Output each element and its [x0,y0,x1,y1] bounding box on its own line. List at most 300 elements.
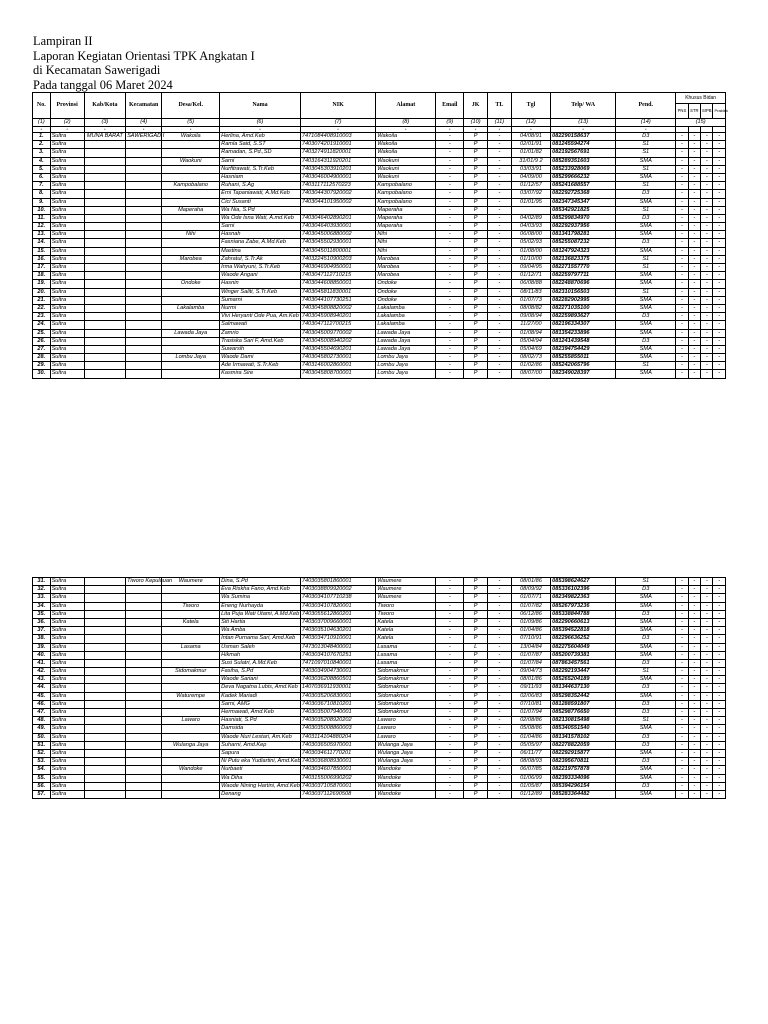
column-number-row: (1) (2) (3) (4) (5) (6) (7) (8) (9) (10) (11) (12) (13) (14) (15) [33,119,726,127]
cell-jk: P [464,659,488,667]
cell-prov: Sultra [50,643,84,651]
cell-khusus: - [676,782,688,790]
cell-prov: Sultra [50,182,84,190]
cell-pend: SMA [616,651,676,659]
cell-nama: Dina, S.Pd [220,578,301,586]
table-row [33,239,726,247]
cell-email: - [436,206,464,214]
cell-kab [84,345,125,353]
cell-nama: Sarni, AMG [220,700,301,708]
table-row [33,709,726,717]
cell-pend: D3 [616,659,676,667]
cell-khusus: - [713,782,726,790]
cell-telp: 085289351603 [551,157,616,165]
cell-pend: SMA [616,280,676,288]
cell-nik: 7403045009770002 [300,329,376,337]
cell-prov: Sultra [50,782,84,790]
cell-khusus: - [688,165,700,173]
cell-khusus: - [688,304,700,312]
col-alamat: Alamat [376,93,436,119]
cell-telp: 082296636252 [551,635,616,643]
table-row [33,272,726,280]
cell-khusus: - [713,206,726,214]
cell-khusus: - [701,709,713,717]
cell-khusus: - [688,288,700,296]
cell-nik: 7403045006880002 [300,231,376,239]
cell-tl: - [488,133,512,141]
cell-kec [126,313,162,321]
cell-nik: 7403036808930001 [300,758,376,766]
cell-email: - [436,296,464,304]
cell-desa: Lawaro [162,717,220,725]
cell-prov: Sultra [50,247,84,255]
cell-prov: Sultra [50,725,84,733]
cell-khusus: - [701,304,713,312]
cell-pend: D3 [616,684,676,692]
table-row [33,337,726,345]
cell-tgl: 01/12/71 [511,272,550,280]
document-header [33,34,255,92]
cell-kab [84,264,125,272]
cell-khusus: - [688,635,700,643]
cell-kab [84,255,125,263]
cell-tgl: 01/04/86 [511,733,550,741]
cell-khusus: - [676,668,688,676]
cell-khusus: - [701,700,713,708]
cell-no: 14. [33,239,51,247]
cell-email: - [436,741,464,749]
cell-prov: Sultra [50,602,84,610]
cell-nama: Siti Hartia [220,618,301,626]
cell-email: - [436,280,464,288]
table-row [33,280,726,288]
cell-no: 27. [33,345,51,353]
cell-tl: - [488,354,512,362]
cell-no: 47. [33,709,51,717]
cell-kec [126,668,162,676]
cell-desa [162,264,220,272]
cell-khusus: - [676,280,688,288]
cell-kab [84,651,125,659]
cell-alamat: Waokuni [376,157,436,165]
cell-pend: D3 [616,709,676,717]
cell-kec [126,618,162,626]
cell-alamat: Tiworo [376,610,436,618]
cell-email: - [436,247,464,255]
cell-tgl: 05/04/94 [511,337,550,345]
cell-telp: 085283364482 [551,790,616,798]
cell-khusus: - [713,643,726,651]
cell-tgl: 01/07/71 [511,594,550,602]
cell-alamat: Waokuni [376,173,436,181]
cell-khusus: - [676,247,688,255]
cell-jk: P [464,741,488,749]
cell-kec [126,149,162,157]
cell-desa [162,700,220,708]
cell-email: - [436,321,464,329]
cell-prov: Sultra [50,173,84,181]
cell-prov: Sultra [50,700,84,708]
cell-khusus: - [713,173,726,181]
cell-tl: - [488,692,512,700]
cell-jk: P [464,247,488,255]
cell-khusus: - [676,700,688,708]
cell-khusus: - [688,313,700,321]
cell-jk: P [464,231,488,239]
cell-nik: 7403045303910201 [300,165,376,173]
cell-khusus: - [676,182,688,190]
cell-tl: - [488,165,512,173]
cell-khusus: - [676,643,688,651]
cell-jk: P [464,692,488,700]
cell-tgl: 02/06/83 [511,692,550,700]
cell-nik: 7471084408910003 [300,133,376,141]
cell-no: 57. [33,790,51,798]
cell-alamat: Sidomakmur [376,692,436,700]
cell-jk: P [464,733,488,741]
cell-telp: 082271557770 [551,264,616,272]
cell-khusus: - [676,239,688,247]
cell-prov: Sultra [50,758,84,766]
cell-tl: - [488,610,512,618]
cell-prov: Sultra [50,774,84,782]
cell-khusus: - [701,329,713,337]
cell-email: - [436,782,464,790]
cell-tl: - [488,313,512,321]
cell-khusus: - [701,733,713,741]
cell-prov: Sultra [50,223,84,231]
cell-khusus: - [688,173,700,181]
cell-nik: 7403035104630201 [300,627,376,635]
cell-alamat: Lasama [376,659,436,667]
cell-jk: P [464,141,488,149]
cell-khusus: - [701,239,713,247]
cell-khusus: - [701,247,713,255]
cell-kec [126,700,162,708]
cell-tl: - [488,255,512,263]
cell-kec [126,370,162,378]
cell-kab [84,354,125,362]
cell-desa [162,659,220,667]
cell-desa [162,223,220,231]
cell-desa [162,627,220,635]
cell-email: - [436,709,464,717]
cell-telp: 082393334096 [551,774,616,782]
cell-khusus: - [701,157,713,165]
cell-alamat: Marobea [376,272,436,280]
table-row [33,321,726,329]
cell-khusus: - [701,272,713,280]
cell-khusus: - [676,651,688,659]
cell-alamat: Kampobalano [376,182,436,190]
cell-telp: 081245594274 [551,141,616,149]
cell-kec [126,345,162,353]
cell-khusus: - [713,741,726,749]
cell-prov: Sultra [50,321,84,329]
cell-telp: 085342921825 [551,206,616,214]
cell-nik: 7403045811830001 [300,288,376,296]
cell-nik: 7403035007940001 [300,709,376,717]
cell-khusus: - [688,321,700,329]
cell-khusus: - [688,643,700,651]
cell-email: - [436,182,464,190]
page-2-rows [33,578,726,799]
cell-nama: Kadek Mariadi [220,692,301,700]
cell-desa [162,214,220,222]
cell-email: - [436,578,464,586]
cell-nik: 7403034710910001 [300,635,376,643]
cell-alamat: Wandoke [376,790,436,798]
cell-khusus: - [676,766,688,774]
cell-nama: Ade Irmawati, S.Tr.Keb [220,362,301,370]
cell-tgl: 01/08/00 [511,247,550,255]
cell-khusus: - [713,255,726,263]
cell-pend: SMA [616,231,676,239]
cell-nik: 7403037105870001 [300,782,376,790]
cell-khusus: - [688,602,700,610]
cell-tgl: 09/04/95 [511,264,550,272]
cell-alamat: Maperaha [376,223,436,231]
cell-email: - [436,214,464,222]
col-kab: Kab/Kota [84,93,125,119]
cell-email: - [436,354,464,362]
table-row [33,370,726,378]
cell-tl: - [488,602,512,610]
cell-kab [84,659,125,667]
cell-jk: P [464,190,488,198]
cell-pend: SMA [616,198,676,206]
cell-khusus: - [688,354,700,362]
cell-tgl: 01/08/94 [511,329,550,337]
cell-nik: 7403044107730251 [300,296,376,304]
cell-kec [126,749,162,757]
cell-telp: 085242065796 [551,362,616,370]
cell-nama: Vivi Heryanti Ode Pua, Am.Keb [221,313,299,320]
cell-jk: P [464,594,488,602]
cell-pend: D3 [616,635,676,643]
cell-kec [126,239,162,247]
cell-email: - [436,749,464,757]
cell-tl: - [488,668,512,676]
cell-kab [84,165,125,173]
cell-kec [126,231,162,239]
cell-tl: - [488,725,512,733]
cell-telp: 082136823375 [551,255,616,263]
cell-khusus: - [713,635,726,643]
cell-email: - [436,700,464,708]
cell-pend: SMA [616,296,676,304]
cell-kec [126,206,162,214]
cell-khusus: - [676,733,688,741]
cell-alamat: Nihi [376,231,436,239]
cell-jk: P [464,133,488,141]
cell-khusus: - [713,676,726,684]
cell-email: - [436,337,464,345]
cell-khusus: - [688,255,700,263]
cell-nama: Hasniam [220,173,301,181]
cell-jk: P [464,635,488,643]
cell-nik: 7403034107670251 [300,651,376,659]
cell-alamat: Lawada Jaya [376,345,436,353]
cell-khusus: - [713,668,726,676]
cell-pend: SMA [616,774,676,782]
cell-nama: Cici Susanti [220,198,301,206]
cell-telp: 081341798281 [551,231,616,239]
cell-no: 5. [33,165,51,173]
cell-pend: S1 [616,668,676,676]
cell-prov: Sultra [50,354,84,362]
cell-tl: - [488,749,512,757]
cell-no: 16. [33,255,51,263]
cell-jk: P [464,329,488,337]
cell-khusus: - [701,692,713,700]
cell-khusus: - [713,651,726,659]
cell-nik: 7403045008940202 [300,337,376,345]
cell-tgl: 09/08/94 [511,313,550,321]
cell-kec [126,264,162,272]
table-row [33,618,726,626]
cell-tgl: 08/11/83 [511,288,550,296]
cell-desa [162,586,220,594]
cell-tl: - [488,190,512,198]
cell-kab [84,272,125,280]
cell-email: - [436,610,464,618]
cell-desa [162,321,220,329]
cell-alamat: Nihi [376,247,436,255]
cell-nama: Zamrio [220,329,301,337]
cell-tgl: 06/08/88 [511,280,550,288]
cell-tl: - [488,304,512,312]
cell-nik: 7403036505970001 [300,741,376,749]
cell-nik: 7403044608850001 [300,280,376,288]
cell-tgl: 03/03/91 [511,165,550,173]
col-desa: Desa/Kel. [162,93,220,119]
cell-prov: Sultra [50,741,84,749]
cell-kab [84,296,125,304]
cell-khusus: - [676,272,688,280]
cell-tl: - [488,676,512,684]
cell-prov: Sultra [50,676,84,684]
cell-desa [162,684,220,692]
cell-kab [84,618,125,626]
cell-jk: P [464,223,488,231]
col-tgl: Tgl [511,93,550,119]
cell-alamat: Sidomakmur [376,684,436,692]
report-location: di Kecamatan Sawerigadi [33,63,161,78]
cell-nik: 7403045011800001 [300,247,376,255]
cell-prov: Sultra [50,733,84,741]
cell-jk: P [464,255,488,263]
cell-email: - [436,345,464,353]
cell-nama: Fasiha, S.Pd [220,668,301,676]
cell-khusus: - [701,627,713,635]
cell-no: 22. [33,304,51,312]
table-row [33,190,726,198]
cell-khusus: - [701,684,713,692]
cell-nik: 7403164311920201 [300,157,376,165]
cell-tl: - [488,709,512,717]
cell-kab [84,206,125,214]
cell-prov: Sultra [50,165,84,173]
cell-nik [300,206,376,214]
cell-kec [126,659,162,667]
cell-kab [84,700,125,708]
cell-kec [126,684,162,692]
cell-alamat: Ondoke [376,280,436,288]
table-row [33,668,726,676]
cell-alamat: Lasama [376,643,436,651]
cell-khusus: - [713,774,726,782]
cell-jk: P [464,313,488,321]
cell-kec [126,586,162,594]
cell-tl: - [488,766,512,774]
cell-desa: Marobea [162,255,220,263]
cell-desa [162,165,220,173]
cell-pend: SMA [616,676,676,684]
cell-khusus: - [713,659,726,667]
cell-prov: Sultra [50,190,84,198]
cell-tl: - [488,157,512,165]
cell-khusus: - [676,586,688,594]
cell-tl: - [488,651,512,659]
cell-pend: SMA [616,321,676,329]
cell-jk: P [464,165,488,173]
cell-nama: Irma Wahyuni, S.Tr.Keb [220,264,301,272]
cell-alamat: Lawada Jaya [376,337,436,345]
cell-tgl: 04/03/93 [511,223,550,231]
cell-prov: Sultra [50,313,84,321]
cell-no: 20. [33,288,51,296]
cell-telp: 085255087232 [551,239,616,247]
cell-email: - [436,668,464,676]
cell-tgl: 08/01/86 [511,578,550,586]
cell-khusus: - [701,165,713,173]
cell-khusus: - [713,749,726,757]
cell-nama: Suwarsih [220,345,301,353]
cell-jk: P [464,668,488,676]
cell-kec [126,173,162,181]
cell-khusus: - [713,272,726,280]
cell-kec [126,774,162,782]
cell-khusus: - [713,610,726,618]
table-row [33,231,726,239]
cell-pend: SMA [616,223,676,231]
cell-prov: Sultra [50,684,84,692]
cell-nik: 7403035206830001 [300,692,376,700]
cell-nik: 7403274911820001 [300,149,376,157]
cell-email: - [436,774,464,782]
cell-email: - [436,141,464,149]
cell-tl: - [488,782,512,790]
cell-email: - [436,627,464,635]
cell-no: 42. [33,668,51,676]
cell-tl: - [488,643,512,651]
cell-desa [162,758,220,766]
cell-khusus: - [688,149,700,157]
cell-kec [126,255,162,263]
cell-alamat: Lasama [376,651,436,659]
table-row [33,594,726,602]
cell-prov: Sultra [50,627,84,635]
cell-khusus: - [688,247,700,255]
cell-nama: Hikmah [220,651,301,659]
col-nik: NIK [300,93,376,119]
cell-pend: D3 [616,239,676,247]
cell-khusus: - [701,602,713,610]
cell-jk: P [464,370,488,378]
cell-kec [126,594,162,602]
cell-alamat: Nihi [376,239,436,247]
